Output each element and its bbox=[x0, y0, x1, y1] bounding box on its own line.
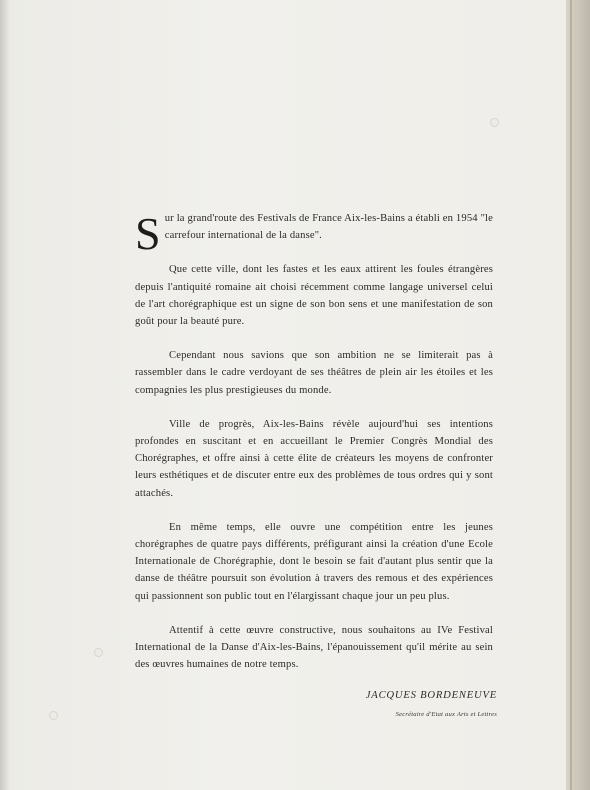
paragraph-1: Sur la grand'route des Festivals de France Aix-les-Bains a établi en 1954 "le carrefour international de la danse". bbox=[135, 208, 493, 259]
paragraph-2: Que cette ville, dont les fastes et les eaux attirent les foules étrangères depuis l'antiquité romaine ait choisi récemment comme langage universel celui de l'art chorégraphique est un signe de son bon sens et une manifestation de son goût pour la beauté pure. bbox=[135, 264, 493, 328]
paragraph-4: Ville de progrès, Aix-les-Bains révèle aujourd'hui ses intentions profondes en suscitant et en accueillant le Premier Congrès Mondial des Chorégraphes, et offre ainsi à cette élite de créateurs les moyens de confronter leurs esthétiques et de discuter entre eux des problèmes de tous ordres qui y sont attachés. bbox=[135, 418, 493, 499]
paper-speck bbox=[94, 648, 103, 657]
page-left-shadow bbox=[0, 0, 10, 790]
paper-speck bbox=[490, 118, 499, 127]
letter-body bbox=[135, 210, 493, 690]
dropcap-letter: S bbox=[135, 208, 161, 259]
page-edge-line bbox=[570, 0, 572, 790]
paper-speck bbox=[49, 711, 58, 720]
paragraph-5: En même temps, elle ouvre une compétition entre les jeunes chorégraphes de quatre pays différents, préfigurant ainsi la création d'une Ecole Internationale de Chorégraphie, dont le besoin se fait d'autant plus sentir que la danse de théâtre poursuit son évolution à travers des remous et des expériences qui passionnent son public tout en l'élargissant chaque jour un peu plus. bbox=[135, 521, 493, 602]
paragraph-3: Cependant nous savions que son ambition ne se limiterait pas à rassembler dans le cadre verdoyant de ses théâtres de plein air les étoiles et les compagnies les plus prestigieuses du monde. bbox=[135, 350, 493, 396]
signature-title: Secrétaire d'Etat aux Arts et Lettres bbox=[395, 711, 497, 718]
paragraph-6: Attentif à cette œuvre constructive, nous souhaitons au IVe Festival International de la Danse d'Aix-les-Bains, l'épanouissement qu'il mérite au sein des œuvres humaines de notre temps. bbox=[135, 624, 493, 671]
signature-name: JACQUES BORDENEUVE bbox=[365, 690, 497, 701]
